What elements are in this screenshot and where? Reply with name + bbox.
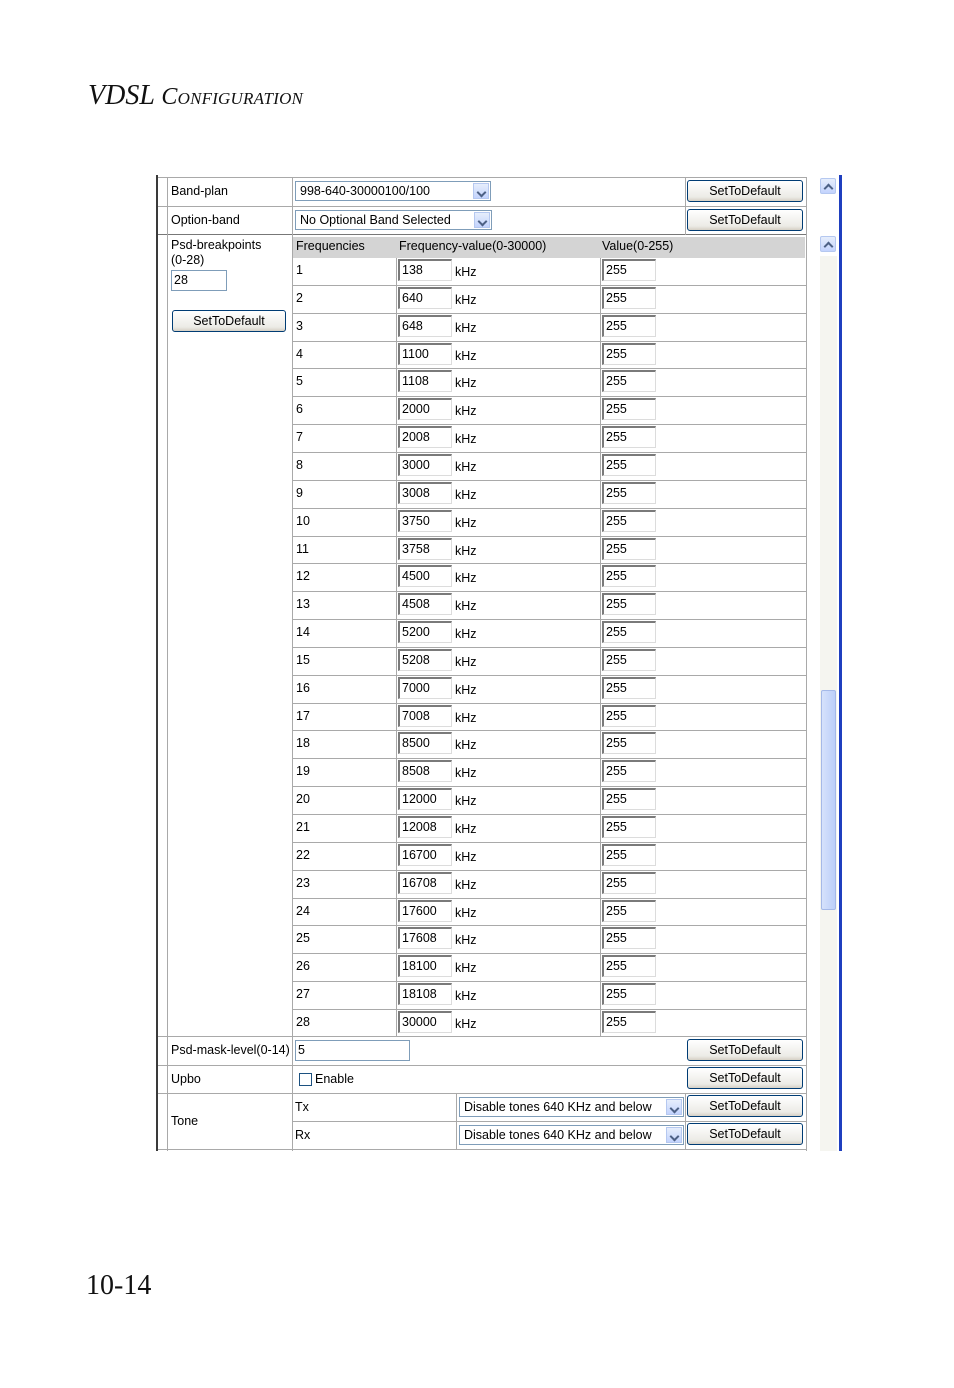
grid-line [292,368,806,369]
psd-frequency-unit: kHz [455,404,477,418]
psd-value-input[interactable]: 255 [602,732,656,754]
psd-value-input[interactable]: 255 [602,510,656,532]
tone-rx-value: Disable tones 640 KHz and below [464,1128,652,1142]
psd-frequency-unit: kHz [455,1017,477,1031]
psd-frequency-input[interactable]: 138 [398,259,452,281]
grid-line [158,206,806,207]
psd-row-index: 1 [296,263,303,277]
grid-line [292,1009,806,1010]
psd-mask-level-label: Psd-mask-level(0-14) [171,1043,290,1057]
psd-value-input[interactable]: 255 [602,593,656,615]
psd-frequency-unit: kHz [455,655,477,669]
psd-frequency-input[interactable]: 12008 [398,816,452,838]
psd-value-input[interactable]: 255 [602,259,656,281]
psd-frequency-input[interactable]: 4508 [398,593,452,615]
grid-line [292,1121,806,1122]
psd-row-index: 9 [296,486,303,500]
psd-frequency-unit: kHz [455,599,477,613]
grid-line [292,285,806,286]
psd-frequency-input[interactable]: 3000 [398,454,452,476]
psd-frequency-unit: kHz [455,878,477,892]
chevron-down-icon[interactable] [474,212,490,228]
psd-row-index: 23 [296,876,310,890]
psd-row-index: 6 [296,402,303,416]
grid-line [292,563,806,564]
grid-line [292,313,806,314]
psd-row-index: 2 [296,291,303,305]
psd-row-index: 22 [296,848,310,862]
psd-frequency-unit: kHz [455,738,477,752]
tone-rx-select[interactable] [459,1125,684,1145]
psd-frequency-input[interactable]: 5208 [398,649,452,671]
psd-value-input[interactable]: 255 [602,315,656,337]
psd-frequency-unit: kHz [455,293,477,307]
psd-value-input[interactable]: 255 [602,927,656,949]
psd-row-index: 21 [296,820,310,834]
band-plan-label: Band-plan [171,184,228,198]
psd-row-index: 18 [296,736,310,750]
grid-line [292,619,806,620]
psd-frequency-unit: kHz [455,571,477,585]
tone-tx-default-button[interactable]: SetToDefault [687,1095,803,1117]
psd-value-input[interactable]: 255 [602,705,656,727]
chevron-down-icon[interactable] [666,1099,682,1115]
psd-frequency-input[interactable]: 640 [398,287,452,309]
psd-frequency-unit: kHz [455,516,477,530]
psd-value-input[interactable]: 255 [602,1011,656,1033]
grid-line [292,786,806,787]
psd-value-input[interactable]: 255 [602,816,656,838]
psd-value-input[interactable]: 255 [602,649,656,671]
psd-breakpoints-label: Psd-breakpoints [171,238,262,252]
psd-frequency-unit: kHz [455,850,477,864]
scrollbar-thumb[interactable] [821,690,836,910]
grid-line [685,1093,686,1149]
psd-frequency-unit: kHz [455,766,477,780]
chevron-down-icon[interactable] [666,1127,682,1143]
band-plan-default-button[interactable]: SetToDefault [687,180,803,202]
psd-value-input[interactable]: 255 [602,621,656,643]
grid-line [806,177,807,1151]
grid-line [292,647,806,648]
psd-frequency-input[interactable]: 12000 [398,788,452,810]
page-number: 10-14 [86,1270,152,1301]
grid-line [292,1036,806,1037]
grid-line [292,396,806,397]
grid-line [292,480,806,481]
option-band-value: No Optional Band Selected [300,213,451,227]
psd-row-index: 19 [296,764,310,778]
grid-line [167,177,168,1151]
psd-value-input[interactable]: 255 [602,872,656,894]
psd-row-index: 13 [296,597,310,611]
psd-row-index: 16 [296,681,310,695]
tone-rx-default-button[interactable]: SetToDefault [687,1123,803,1145]
grid-line [292,898,806,899]
psd-row-index: 12 [296,569,310,583]
psd-row-index: 20 [296,792,310,806]
psd-value-input[interactable]: 255 [602,454,656,476]
psd-frequency-input[interactable]: 18108 [398,983,452,1005]
grid-line [158,1036,292,1037]
tone-label: Tone [171,1114,199,1128]
grid-line [292,452,806,453]
grid-line [158,177,806,178]
psd-value-input[interactable]: 255 [602,788,656,810]
header-title-main: VDSL [88,80,155,111]
psd-frequency-input[interactable]: 3758 [398,538,452,560]
grid-line [292,675,806,676]
grid-line [456,1093,457,1149]
psd-frequency-unit: kHz [455,349,477,363]
psd-frequency-input[interactable]: 7000 [398,677,452,699]
option-band-select[interactable] [295,210,492,230]
psd-frequency-input[interactable]: 7008 [398,705,452,727]
grid-line [292,730,806,731]
psd-frequency-unit: kHz [455,683,477,697]
psd-value-input[interactable]: 255 [602,370,656,392]
psd-frequency-input[interactable]: 3750 [398,510,452,532]
grid-line [292,981,806,982]
column-header-frequencies: Frequencies [296,239,365,253]
scroll-up-icon[interactable] [820,178,836,194]
psd-row-index: 14 [296,625,310,639]
psd-frequency-unit: kHz [455,432,477,446]
column-header-value: Value(0-255) [602,239,674,253]
grid-line [396,258,397,1036]
upbo-default-button[interactable]: SetToDefault [687,1067,803,1089]
grid-line [292,842,806,843]
psd-value-input[interactable]: 255 [602,482,656,504]
psd-frequency-unit: kHz [455,794,477,808]
psd-row-index: 8 [296,458,303,472]
psd-frequency-input[interactable]: 1100 [398,343,452,365]
psd-frequency-unit: kHz [455,488,477,502]
psd-frequency-input[interactable]: 1108 [398,370,452,392]
psd-default-button[interactable]: SetToDefault [172,310,286,332]
grid-line [292,814,806,815]
tone-rx-label: Rx [295,1128,311,1142]
psd-table-header [293,237,805,258]
grid-line [292,870,806,871]
psd-row-index: 25 [296,931,310,945]
header-title-rest: Configuration [161,84,304,110]
psd-frequency-unit: kHz [455,906,477,920]
upbo-enable-checkbox[interactable] [299,1073,312,1086]
psd-frequency-input[interactable]: 18100 [398,955,452,977]
psd-frequency-input[interactable]: 5200 [398,621,452,643]
band-plan-select[interactable] [295,181,491,201]
page-header-title [88,80,303,112]
psd-mask-default-button[interactable]: SetToDefault [687,1039,803,1061]
psd-row-index: 17 [296,709,310,723]
psd-row-index: 24 [296,904,310,918]
psd-row-index: 26 [296,959,310,973]
psd-row-index: 11 [296,542,309,556]
psd-frequency-unit: kHz [455,321,477,335]
psd-row-index: 15 [296,653,310,667]
band-plan-value: 998-640-30000100/100 [300,184,430,198]
grid-line [158,1149,806,1150]
psd-value-input[interactable]: 255 [602,398,656,420]
psd-value-input[interactable]: 255 [602,760,656,782]
tone-tx-select[interactable] [459,1097,684,1117]
psd-frequency-input[interactable]: 16700 [398,844,452,866]
grid-line [158,1093,806,1094]
grid-line [292,953,806,954]
psd-value-input[interactable]: 255 [602,538,656,560]
grid-line [292,341,806,342]
psd-frequency-unit: kHz [455,460,477,474]
psd-breakpoints-count-input[interactable]: 28 [171,270,227,291]
psd-row-index: 10 [296,514,310,528]
grid-line [600,258,601,1036]
psd-frequency-input[interactable]: 16708 [398,872,452,894]
chevron-down-icon[interactable] [473,183,489,199]
psd-value-input[interactable]: 255 [602,983,656,1005]
grid-line [685,177,686,235]
psd-row-index: 3 [296,319,303,333]
psd-value-input[interactable]: 255 [602,426,656,448]
psd-frequency-input[interactable]: 2000 [398,398,452,420]
frame-right-border [839,175,842,1151]
psd-value-input[interactable]: 255 [602,844,656,866]
psd-frequency-input[interactable]: 3008 [398,482,452,504]
psd-frequency-unit: kHz [455,822,477,836]
psd-value-input[interactable]: 255 [602,565,656,587]
psd-frequency-input[interactable]: 648 [398,315,452,337]
psd-value-input[interactable]: 255 [602,677,656,699]
psd-frequency-unit: kHz [455,711,477,725]
grid-line [292,758,806,759]
grid-line [292,177,293,1151]
tone-tx-value: Disable tones 640 KHz and below [464,1100,652,1114]
psd-frequency-unit: kHz [455,544,477,558]
option-band-label: Option-band [171,213,240,227]
grid-line [292,424,806,425]
psd-breakpoints-range: (0-28) [171,253,205,267]
psd-frequency-input[interactable]: 17600 [398,900,452,922]
option-band-default-button[interactable]: SetToDefault [687,209,803,231]
psd-frequency-input[interactable]: 4500 [398,565,452,587]
psd-row-index: 7 [296,430,303,444]
psd-frequency-unit: kHz [455,265,477,279]
upbo-enable-label: Enable [315,1072,354,1086]
psd-value-input[interactable]: 255 [602,287,656,309]
frame-left-border [156,175,158,1151]
psd-frequency-unit: kHz [455,961,477,975]
grid-line [292,536,806,537]
grid-line [292,508,806,509]
psd-row-index: 4 [296,347,303,361]
tone-tx-label: Tx [295,1100,309,1114]
psd-mask-level-input[interactable]: 5 [295,1040,410,1061]
psd-frequency-unit: kHz [455,933,477,947]
psd-row-index: 28 [296,1015,310,1029]
psd-row-index: 27 [296,987,310,1001]
grid-line [158,234,806,235]
psd-frequency-input[interactable]: 8500 [398,732,452,754]
scroll-up-icon[interactable] [820,236,836,252]
upbo-label: Upbo [171,1072,201,1086]
psd-value-input[interactable]: 255 [602,343,656,365]
grid-line [292,925,806,926]
psd-frequency-unit: kHz [455,627,477,641]
psd-row-index: 5 [296,374,303,388]
psd-frequency-input[interactable]: 2008 [398,426,452,448]
psd-frequency-input[interactable]: 17608 [398,927,452,949]
grid-line [292,703,806,704]
grid-line [158,1065,806,1066]
psd-value-input[interactable]: 255 [602,955,656,977]
psd-frequency-unit: kHz [455,989,477,1003]
psd-frequency-input[interactable]: 8508 [398,760,452,782]
psd-frequency-input[interactable]: 30000 [398,1011,452,1033]
column-header-frequency-value: Frequency-value(0-30000) [399,239,547,253]
grid-line [292,591,806,592]
psd-frequency-unit: kHz [455,376,477,390]
psd-value-input[interactable]: 255 [602,900,656,922]
